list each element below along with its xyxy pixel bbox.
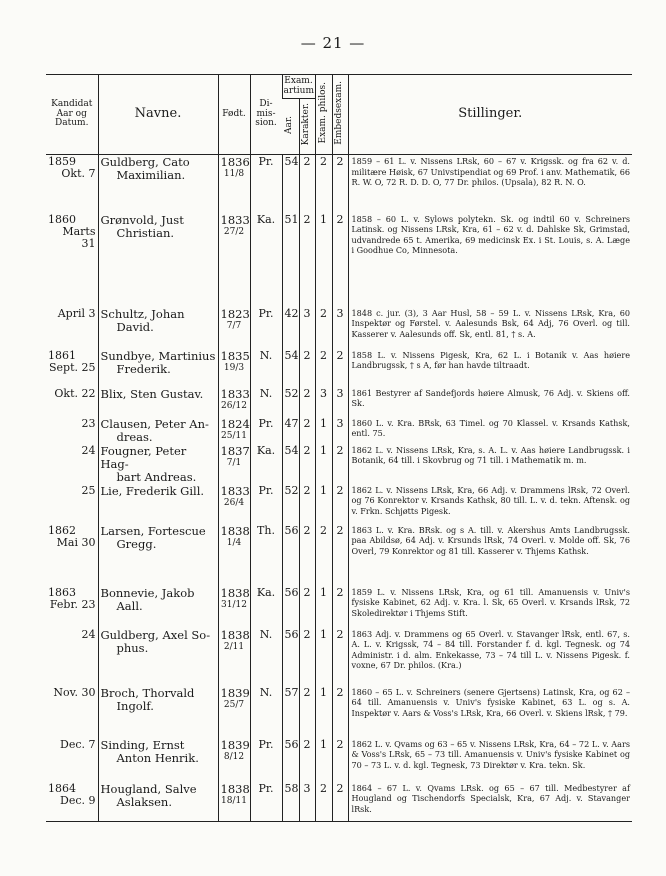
row-embedsexam: 2 xyxy=(332,782,348,822)
candidate-table xyxy=(46,74,632,822)
table-row xyxy=(46,586,632,628)
row-year: 1860 xyxy=(48,212,76,226)
row-exam-philos: 2 xyxy=(315,307,332,349)
row-day: Okt. 22 xyxy=(54,386,96,400)
row-dimission: Pr. xyxy=(250,307,282,349)
row-day: 24 xyxy=(81,443,96,457)
row-born xyxy=(218,782,250,822)
row-date xyxy=(46,738,98,782)
row-born xyxy=(218,484,250,524)
row-name-line1: Blix, Sten Gustav. xyxy=(100,386,204,401)
row-born-date: 27/2 xyxy=(223,226,245,237)
row-karakter: 2 xyxy=(299,484,315,524)
row-embedsexam: 2 xyxy=(332,213,348,307)
row-exam-philos: 1 xyxy=(315,417,332,444)
row-karakter: 2 xyxy=(299,417,315,444)
row-born-year: 1823 xyxy=(220,306,250,321)
row-karakter: 3 xyxy=(299,307,315,349)
row-born-year: 1839 xyxy=(220,685,250,700)
row-stillinger: 1862 L. v. Qvams og 63 – 65 v. Nissens LRsk, Kra, 64 – 72 L. v. Aars & Voss's LRsk, 65 – 73 till. Amanuensis v. Univ's fysiske Kabinet og 70 – 73 L. v. d. kgl. Tegnesk, 73 Direktør v. Kra. tekn. Sk. xyxy=(348,738,632,782)
row-karakter: 3 xyxy=(299,782,315,822)
row-date xyxy=(46,484,98,524)
row-name xyxy=(98,417,218,444)
row-name-line1: Guldberg, Cato xyxy=(100,155,190,169)
row-exam-philos: 3 xyxy=(315,387,332,417)
row-dimission: Pr. xyxy=(250,417,282,444)
row-born-date: 25/7 xyxy=(223,699,245,710)
row-name-line1: Hougland, Salve xyxy=(100,781,197,796)
header-fodt: Født. xyxy=(218,75,250,155)
row-name-line1: Sundbye, Martinius xyxy=(100,348,216,363)
table-row xyxy=(46,155,632,213)
row-aar: 52 xyxy=(282,484,299,524)
row-embedsexam: 3 xyxy=(332,417,348,444)
row-born xyxy=(218,738,250,782)
row-date xyxy=(46,444,98,484)
table-row xyxy=(46,686,632,738)
row-name-line1: Broch, Thorvald xyxy=(100,685,195,700)
row-born-year: 1839 xyxy=(220,737,250,752)
row-born xyxy=(218,213,250,307)
row-name-line2: Christian. xyxy=(116,225,174,240)
row-dimission: N. xyxy=(250,387,282,417)
row-born-date: 25/11 xyxy=(221,430,247,441)
row-name-line1: Sinding, Ernst xyxy=(100,737,185,752)
row-karakter: 2 xyxy=(299,628,315,686)
row-day: Febr. 23 xyxy=(49,597,96,611)
row-year: 1859 xyxy=(48,155,76,168)
row-exam-philos: 2 xyxy=(315,155,332,213)
row-exam-philos: 2 xyxy=(315,524,332,586)
row-born xyxy=(218,387,250,417)
row-born xyxy=(218,628,250,686)
row-born-date: 26/4 xyxy=(223,497,245,508)
row-exam-philos: 1 xyxy=(315,484,332,524)
row-born xyxy=(218,686,250,738)
row-dimission: Ka. xyxy=(250,444,282,484)
row-aar: 58 xyxy=(282,782,299,822)
row-day: 25 xyxy=(81,483,96,497)
row-born xyxy=(218,586,250,628)
table-row xyxy=(46,387,632,417)
row-name-line2: bart Andreas. xyxy=(116,469,197,484)
row-aar: 52 xyxy=(282,387,299,417)
header-karakter: Karakter. xyxy=(299,99,315,155)
row-born xyxy=(218,417,250,444)
row-born-year: 1838 xyxy=(220,781,250,796)
row-exam-philos: 1 xyxy=(315,213,332,307)
row-name-line2: phus. xyxy=(116,640,149,655)
row-name xyxy=(98,738,218,782)
header-aar: Aar. xyxy=(282,99,299,155)
row-born-year: 1833 xyxy=(220,386,250,401)
row-name xyxy=(98,782,218,822)
row-name-line1: Clausen, Peter An- xyxy=(100,416,209,431)
row-name-line2: David. xyxy=(116,319,154,334)
row-name-line2: Maximilian. xyxy=(116,168,186,182)
row-date xyxy=(46,782,98,822)
row-exam-philos: 1 xyxy=(315,686,332,738)
row-name xyxy=(98,484,218,524)
row-embedsexam: 2 xyxy=(332,586,348,628)
table-row xyxy=(46,782,632,822)
row-born-year: 1833 xyxy=(220,483,250,498)
row-name-line2: dreas. xyxy=(116,429,153,444)
row-born-date: 7/7 xyxy=(226,320,242,331)
table-row xyxy=(46,628,632,686)
row-aar: 56 xyxy=(282,586,299,628)
table-row xyxy=(46,417,632,444)
row-embedsexam: 2 xyxy=(332,738,348,782)
row-stillinger: 1862 L. v. Nissens LRsk, Kra, 66 Adj. v. Drammens lRsk, 72 Overl. og 76 Konrektor v. Krsands Kathsk, 80 till. L. v. d. tekn. Aftensk. og v. Frkn. Schjøtts Pigesk. xyxy=(348,484,632,524)
row-exam-philos: 2 xyxy=(315,349,332,387)
table-body xyxy=(46,155,632,822)
row-born-date: 19/3 xyxy=(223,362,245,373)
row-dimission: N. xyxy=(250,349,282,387)
row-born-year: 1838 xyxy=(220,523,250,538)
table-row xyxy=(46,524,632,586)
row-dimission: Ka. xyxy=(250,213,282,307)
row-born-year: 1833 xyxy=(220,212,250,227)
row-name-line2: Gregg. xyxy=(116,536,157,551)
row-embedsexam: 2 xyxy=(332,524,348,586)
row-embedsexam: 2 xyxy=(332,628,348,686)
row-aar: 51 xyxy=(282,213,299,307)
row-day: Okt. 7 xyxy=(61,167,96,180)
row-karakter: 2 xyxy=(299,586,315,628)
page-number: — 21 — xyxy=(300,34,366,52)
row-exam-philos: 1 xyxy=(315,628,332,686)
row-aar: 54 xyxy=(282,444,299,484)
row-name-line1: Fougner, Peter Hag- xyxy=(100,443,187,471)
header-stillinger: Stillinger. xyxy=(348,75,632,155)
row-dimission: Pr. xyxy=(250,484,282,524)
row-karakter: 2 xyxy=(299,349,315,387)
row-date xyxy=(46,417,98,444)
row-day: Nov. 30 xyxy=(53,685,96,699)
row-born-date: 18/11 xyxy=(221,795,247,806)
row-exam-philos: 1 xyxy=(315,444,332,484)
row-date xyxy=(46,387,98,417)
row-karakter: 2 xyxy=(299,444,315,484)
row-stillinger: 1863 L. v. Kra. BRsk. og s A. till. v. Akershus Amts Landbrugssk. paa Abildsø, 64 Adj. v. Krsunds lRsk, 74 Overl. v. Molde off. Sk, 76 Overl, 79 Konrektor og 81 till. Kasserer v. Thjems Kathsk. xyxy=(348,524,632,586)
row-stillinger: 1861 Bestyrer af Sandefjords høiere Almusk, 76 Adj. v. Skiens off. Sk. xyxy=(348,387,632,417)
row-date xyxy=(46,586,98,628)
row-name-line2: Frederik. xyxy=(116,361,171,376)
header-embedsexam: Embedsexam. xyxy=(332,75,348,155)
row-dimission: N. xyxy=(250,628,282,686)
row-day: Dec. 9 xyxy=(60,793,96,807)
row-year: 1862 xyxy=(48,523,76,537)
row-day: 24 xyxy=(81,627,96,641)
row-name-line1: Lie, Frederik Gill. xyxy=(100,483,205,498)
row-name xyxy=(98,628,218,686)
row-dimission: Ka. xyxy=(250,586,282,628)
row-embedsexam: 2 xyxy=(332,686,348,738)
row-name-line1: Schultz, Johan xyxy=(100,306,185,321)
row-stillinger: 1864 – 67 L. v. Qvams LRsk. og 65 – 67 till. Medbestyrer af Hougland og Tischendorfs Specialsk, Kra, 67 Adj. v. Stavanger lRsk. xyxy=(348,782,632,822)
row-dimission: Pr. xyxy=(250,738,282,782)
row-aar: 47 xyxy=(282,417,299,444)
row-born-year: 1837 xyxy=(220,443,250,458)
header-exam-philos: Exam. philos. xyxy=(315,75,332,155)
header-kandidat: Kandidat Aar og Datum. xyxy=(46,75,98,155)
row-born-year: 1838 xyxy=(220,585,250,600)
row-year: 1863 xyxy=(48,585,76,599)
row-stillinger: 1859 L. v. Nissens LRsk, Kra, og 61 till. Amanuensis v. Univ's fysiske Kabinet, 62 Adj. v. Kra. l. Sk, 65 Overl. v. Krsands lRsk, 72 Skoledirektør i Thjems Stift. xyxy=(348,586,632,628)
row-aar: 57 xyxy=(282,686,299,738)
table-row xyxy=(46,213,632,307)
row-born xyxy=(218,349,250,387)
row-name xyxy=(98,444,218,484)
row-aar: 56 xyxy=(282,628,299,686)
row-name-line2: Ingolf. xyxy=(116,698,154,713)
row-day: April 3 xyxy=(57,306,96,320)
row-day: Marts 31 xyxy=(62,224,96,250)
row-name-line2: Aslaksen. xyxy=(116,794,172,809)
row-exam-philos: 2 xyxy=(315,782,332,822)
row-embedsexam: 3 xyxy=(332,307,348,349)
row-name xyxy=(98,524,218,586)
row-karakter: 2 xyxy=(299,213,315,307)
row-embedsexam: 2 xyxy=(332,349,348,387)
row-embedsexam: 2 xyxy=(332,444,348,484)
row-dimission: Pr. xyxy=(250,155,282,213)
table-row xyxy=(46,307,632,349)
row-embedsexam: 2 xyxy=(332,484,348,524)
row-dimission: Pr. xyxy=(250,782,282,822)
row-born xyxy=(218,307,250,349)
row-name-line1: Bonnevie, Jakob xyxy=(100,585,195,600)
row-name-line1: Larsen, Fortescue xyxy=(100,523,206,538)
row-born-year: 1824 xyxy=(220,416,250,431)
row-day: Mai 30 xyxy=(56,535,96,549)
row-date xyxy=(46,349,98,387)
row-born-date: 26/12 xyxy=(221,400,247,411)
row-aar: 54 xyxy=(282,155,299,213)
row-date xyxy=(46,213,98,307)
row-year: 1861 xyxy=(48,348,76,362)
row-name xyxy=(98,155,218,213)
row-born-date: 8/12 xyxy=(223,751,245,762)
row-name-line2: Aall. xyxy=(116,598,143,613)
row-born-year: 1836 xyxy=(220,155,250,169)
row-name-line2: Anton Henrik. xyxy=(116,750,199,765)
row-name xyxy=(98,349,218,387)
row-stillinger: 1848 c. jur. (3), 3 Aar Husl, 58 – 59 L. v. Nissens LRsk, Kra, 60 Inspektør og Førstel. v. Aalesunds Bsk, 64 Adj, 76 Overl. og till. Kasserer v. Aalesunds off. Sk, entl. 81, † s. A. xyxy=(348,307,632,349)
row-name xyxy=(98,387,218,417)
row-name-line1: Guldberg, Axel So- xyxy=(100,627,211,642)
row-day: 23 xyxy=(81,416,96,430)
row-born-year: 1838 xyxy=(220,627,250,642)
row-aar: 56 xyxy=(282,738,299,782)
row-born-date: 1/4 xyxy=(226,537,242,548)
row-embedsexam: 2 xyxy=(332,155,348,213)
row-stillinger: 1863 Adj. v. Drammens og 65 Overl. v. Stavanger lRsk, entl. 67, s. A. L. v. Krigssk, 74 – 84 till. Forstander f. d. kgl. Tegnesk. og 74 Administr. i d. alm. Enkekasse, 73 – 74 till L. v. Nissens Pigesk. f. voxne, 67 Dr. philos. (Kra.) xyxy=(348,628,632,686)
row-date xyxy=(46,628,98,686)
header-dimission: Di- mis- sion. xyxy=(250,75,282,155)
header-navne: Navne. xyxy=(98,75,218,155)
row-born xyxy=(218,524,250,586)
row-embedsexam: 3 xyxy=(332,387,348,417)
row-stillinger: 1859 – 61 L. v. Nissens LRsk, 60 – 67 v. Krigssk. og fra 62 v. d. militære Høisk, 67 Univstipendiat og 69 Prof. i anv. Mathematik, 66 R. W. O, 72 R. D. D. O, 77 Dr. philos. (Upsala), 82 R. N. O. xyxy=(348,155,632,213)
row-name-line1: Grønvold, Just xyxy=(100,212,184,227)
row-born-date: 31/12 xyxy=(221,599,247,610)
row-name xyxy=(98,686,218,738)
row-born xyxy=(218,155,250,213)
row-born xyxy=(218,444,250,484)
row-stillinger: 1860 – 65 L. v. Schreiners (senere Gjertsens) Latinsk, Kra, og 62 – 64 till. Amanuensis v. Univ's fysiske Kabinet, 63 L. og s. A. Inspektør v. Aars & Voss's LRsk, Kra, 66 Overl. v. Skiens lRsk, † 79. xyxy=(348,686,632,738)
table-row xyxy=(46,444,632,484)
row-born-date: 7/1 xyxy=(226,457,242,468)
row-aar: 42 xyxy=(282,307,299,349)
row-stillinger: 1858 – 60 L. v. Sylows polytekn. Sk. og indtil 60 v. Schreiners Latinsk. og Nissens LRsk, Kra, 61 – 62 v. d. Dahlske Sk, Grimstad, udvandrede 65 t. Amerika, 69 medicinsk Ex. i St. Louis, s. A. Læge i Goodhue Co, Minnesota. xyxy=(348,213,632,307)
row-exam-philos: 1 xyxy=(315,738,332,782)
row-stillinger: 1862 L. v. Nissens LRsk, Kra, s. A. L. v. Aas høiere Landbrugssk. i Botanik, 64 till. i Skovbrug og 71 till. i Mathematik m. m. xyxy=(348,444,632,484)
row-dimission: N. xyxy=(250,686,282,738)
table-row xyxy=(46,484,632,524)
table-row xyxy=(46,349,632,387)
row-date xyxy=(46,307,98,349)
row-born-date: 2/11 xyxy=(223,641,245,652)
row-day: Sept. 25 xyxy=(49,360,96,374)
row-name xyxy=(98,586,218,628)
row-karakter: 2 xyxy=(299,155,315,213)
row-year: 1864 xyxy=(48,781,76,795)
row-karakter: 2 xyxy=(299,524,315,586)
row-day: Dec. 7 xyxy=(60,737,96,751)
row-karakter: 2 xyxy=(299,738,315,782)
row-date xyxy=(46,524,98,586)
row-exam-philos: 1 xyxy=(315,586,332,628)
row-name xyxy=(98,213,218,307)
row-karakter: 2 xyxy=(299,387,315,417)
row-aar: 56 xyxy=(282,524,299,586)
row-born-year: 1835 xyxy=(220,348,250,363)
row-name xyxy=(98,307,218,349)
row-born-date: 11/8 xyxy=(223,169,245,179)
row-karakter: 2 xyxy=(299,686,315,738)
row-dimission: Th. xyxy=(250,524,282,586)
row-date xyxy=(46,155,98,213)
row-stillinger: 1860 L. v. Kra. BRsk, 63 Timel. og 70 Klassel. v. Krsands Kathsk, entl. 75. xyxy=(348,417,632,444)
row-date xyxy=(46,686,98,738)
table-row xyxy=(46,738,632,782)
header-exam-artium: Exam. artium xyxy=(282,75,315,99)
row-stillinger: 1858 L. v. Nissens Pigesk, Kra, 62 L. i Botanik v. Aas høiere Landbrugssk, † s A, før han havde tiltraadt. xyxy=(348,349,632,387)
row-aar: 54 xyxy=(282,349,299,387)
